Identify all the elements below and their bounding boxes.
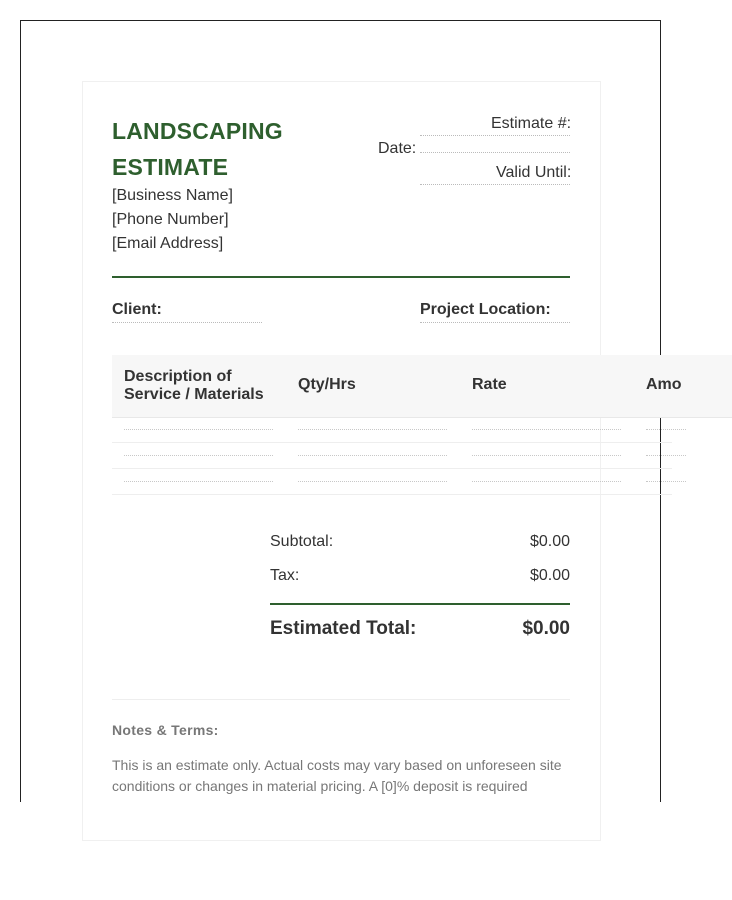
estimated-total-label: Estimated Total: [270, 618, 417, 639]
client-field[interactable] [112, 322, 262, 323]
col-description-line-1: Description of [124, 368, 232, 385]
notes-divider [112, 699, 570, 700]
notes-title: Notes & Terms: [112, 722, 219, 738]
notes-body: This is an estimate only. Actual costs may vary based on unforeseen site conditions or changes in material pricing. A [0]% deposit is required [112, 757, 562, 794]
project-location-field[interactable] [420, 322, 570, 323]
col-rate: Rate [472, 376, 507, 393]
cell-rate[interactable] [472, 429, 621, 430]
cell-qty[interactable] [298, 429, 447, 430]
cell-amount[interactable] [646, 455, 686, 456]
subtotal-value: $0.00 [529, 533, 570, 550]
business-name: [Business Name] [112, 187, 233, 204]
cell-description[interactable] [124, 481, 273, 482]
project-location-label: Project Location: [420, 301, 551, 318]
date-label: Date: [378, 140, 417, 157]
cell-amount[interactable] [646, 429, 686, 430]
col-qty: Qty/Hrs [298, 376, 356, 393]
row-divider [112, 494, 672, 495]
title-line-2: ESTIMATE [112, 154, 229, 180]
valid-until-label: Valid Until: [496, 164, 572, 181]
estimated-total-value: $0.00 [522, 618, 570, 639]
col-description [124, 368, 264, 404]
business-phone: [Phone Number] [112, 211, 229, 228]
title-line-1: LANDSCAPING [112, 118, 283, 144]
header-divider [112, 276, 570, 278]
valid-until-field[interactable] [420, 184, 570, 185]
tax-label: Tax: [270, 567, 300, 584]
table-header [112, 355, 732, 418]
client-label: Client: [112, 301, 162, 318]
col-description-line-2: Service / Materials [124, 386, 264, 403]
cell-qty[interactable] [298, 481, 447, 482]
business-email: [Email Address] [112, 235, 224, 252]
estimate-number-field[interactable] [420, 135, 570, 136]
cell-description[interactable] [124, 429, 273, 430]
estimate-number-label: Estimate #: [491, 115, 572, 132]
cell-description[interactable] [124, 455, 273, 456]
row-divider [112, 442, 672, 443]
document-frame [20, 20, 682, 802]
col-amount: Amo [646, 376, 682, 393]
totals-divider [270, 603, 570, 605]
date-field[interactable] [420, 152, 570, 153]
cell-qty[interactable] [298, 455, 447, 456]
tax-value: $0.00 [529, 567, 570, 584]
cell-rate[interactable] [472, 455, 621, 456]
estimate-title [112, 113, 332, 185]
row-divider [112, 468, 672, 469]
cell-rate[interactable] [472, 481, 621, 482]
subtotal-label: Subtotal: [270, 533, 334, 550]
cell-amount[interactable] [646, 481, 686, 482]
business-info [112, 185, 233, 257]
